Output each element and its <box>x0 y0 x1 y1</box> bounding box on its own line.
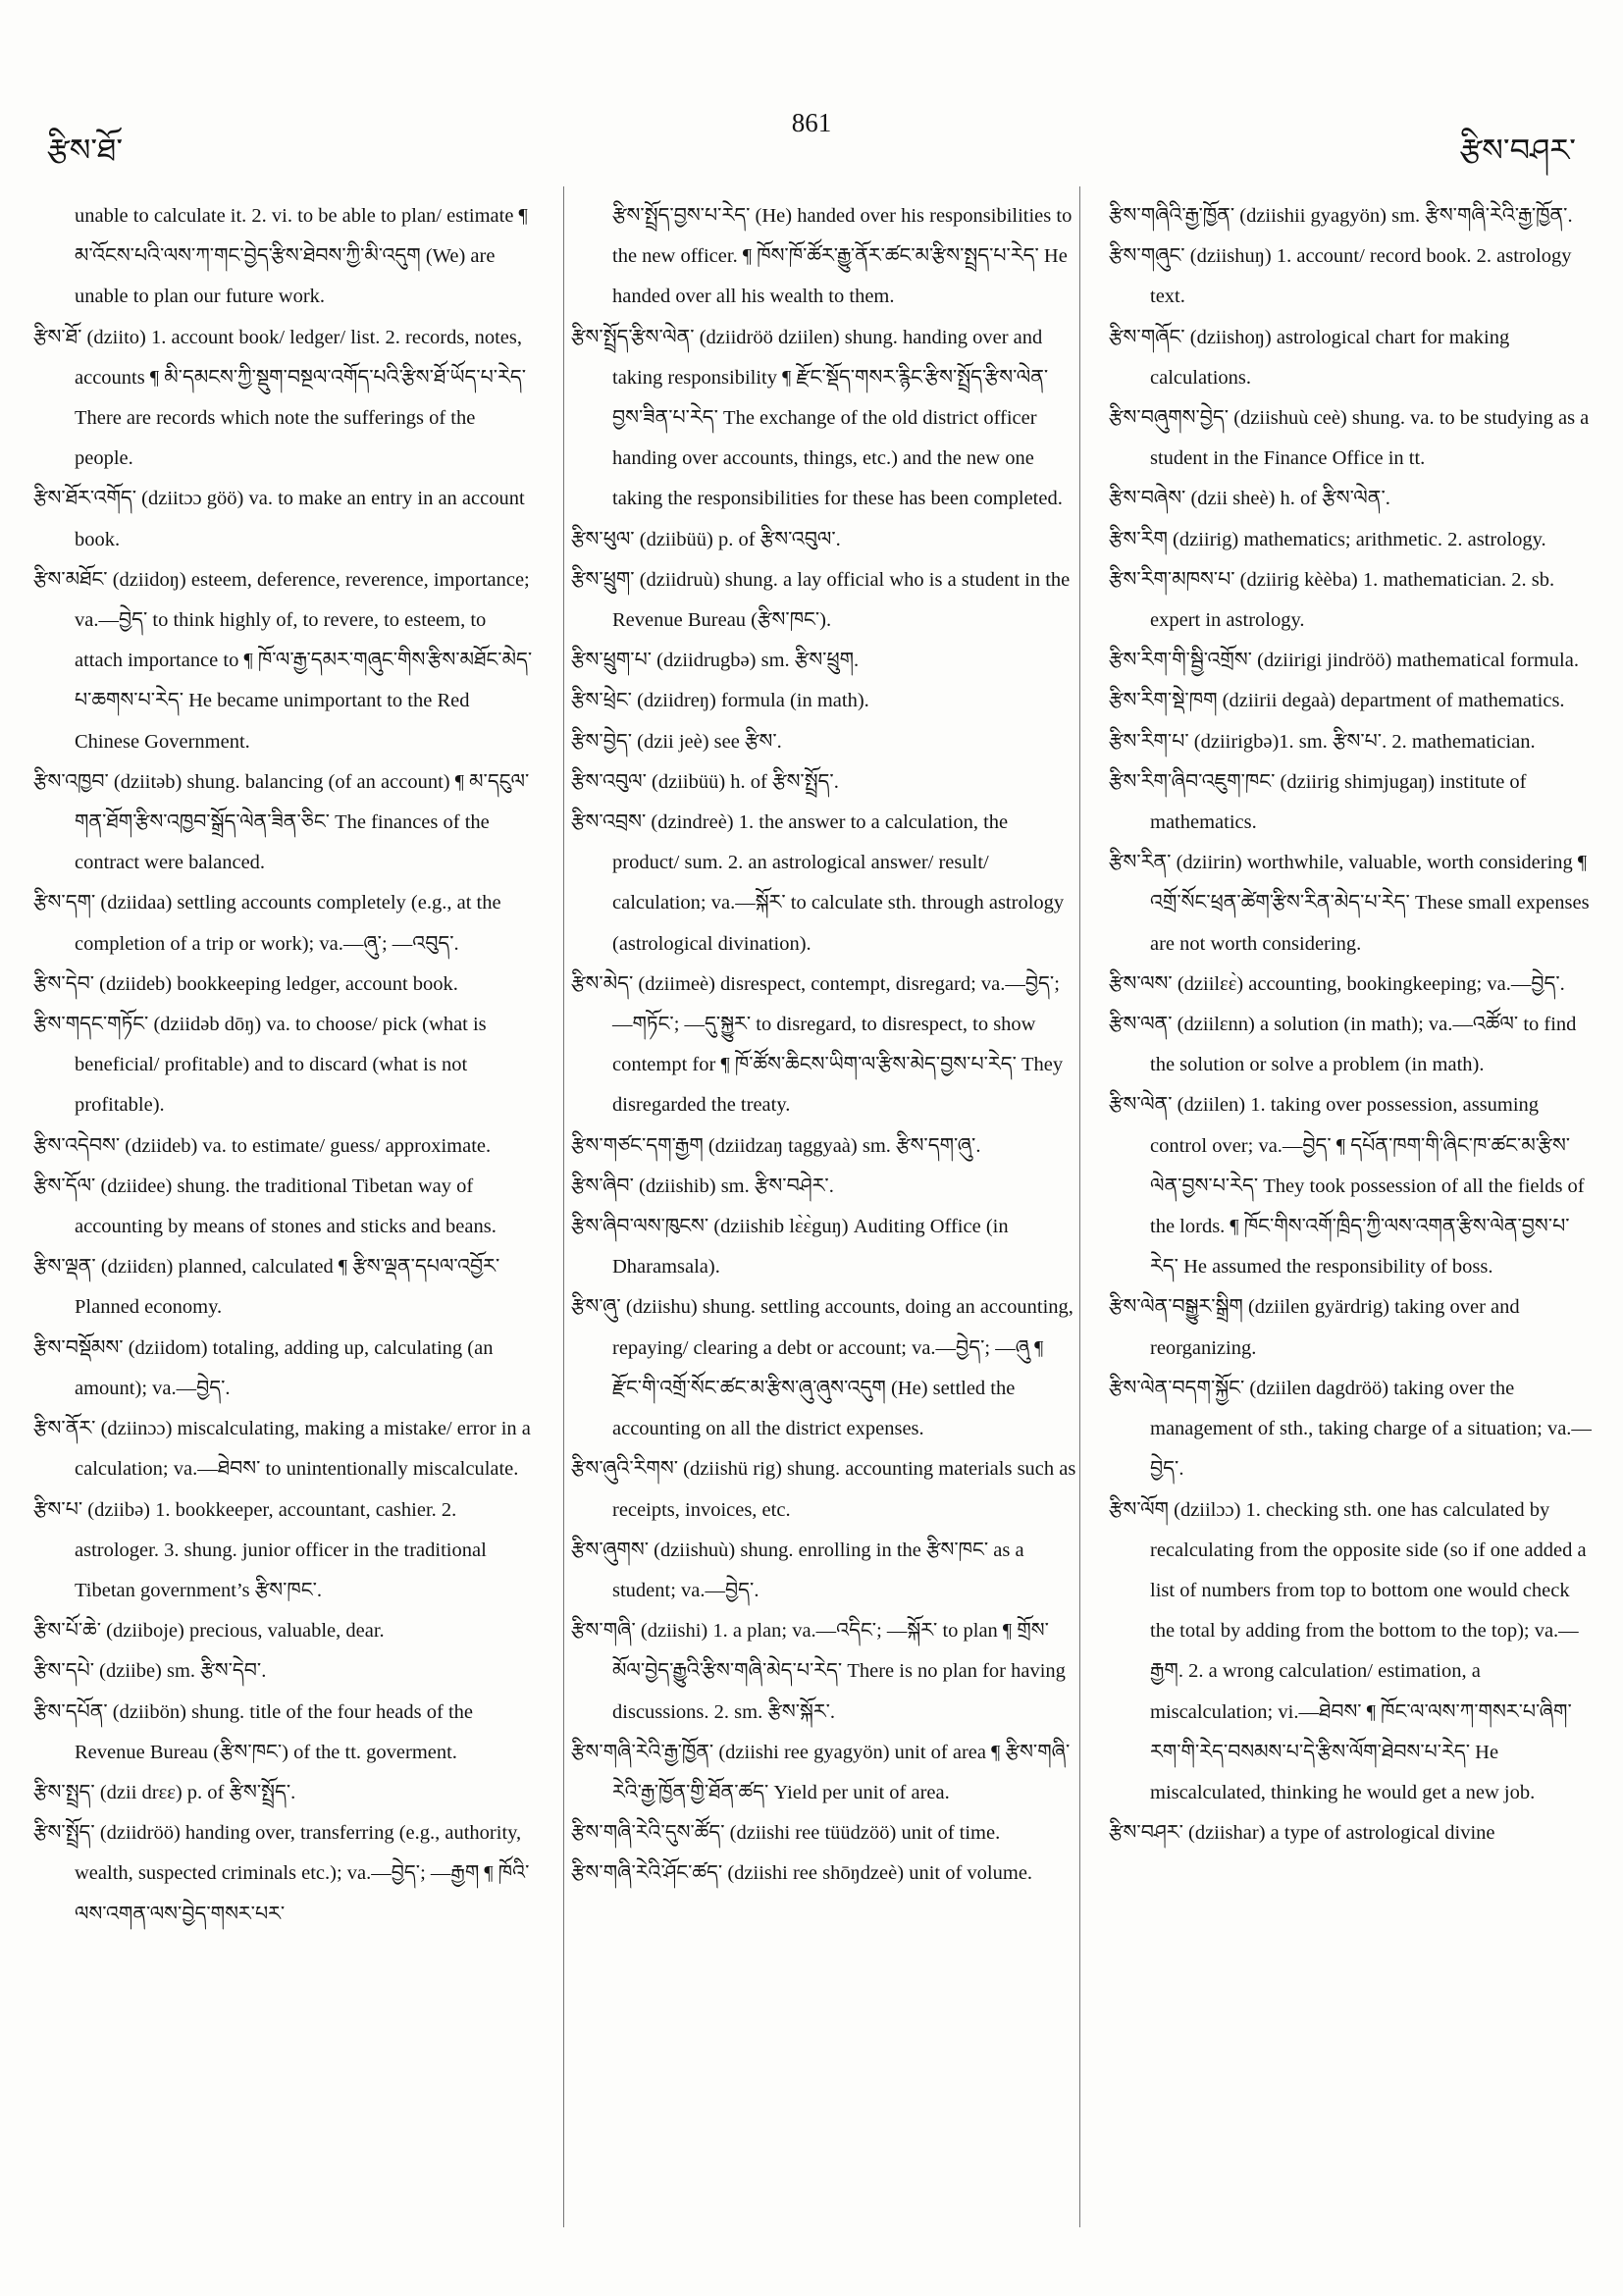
dictionary-entry: རྩིས་རིག་ཞིབ་འཇུག་ཁང་ (dziirig shimjugaŋ) institute of mathematics. <box>1109 770 1527 834</box>
dictionary-entry: རྩིས་རིག (dziirig) mathematics; arithmetic. 2. astrology. <box>1109 528 1546 550</box>
dictionary-entry: རྩིས་དཔེ་ (dziibe) sm. རྩིས་དེབ་. <box>33 1660 267 1683</box>
column-2 <box>571 196 1076 2237</box>
dictionary-entry: རྩིས་གཞི་རེའི་རྒྱ་ཁྱོན་ (dziishi ree gyagyön) unit of area ¶ རྩིས་གཞི་རེའི་རྒྱ་ཁྱོན་གྱི་ཐོན་ཚད་ Yield per unit of area. <box>571 1741 1071 1803</box>
dictionary-entry: རྩིས་ལན་ (dziilɛnn) a solution (in math); va.—འཚོལ་ to find the solution or solve a problem (in math). <box>1109 1014 1577 1076</box>
dictionary-entry: རྩིས་གཞིའི་རྒྱ་ཁྱོན་ (dziishii gyagyön) sm. རྩིས་གཞི་རེའི་རྒྱ་ཁྱོན་. <box>1109 205 1573 227</box>
dictionary-entry: རྩིས་གཞི་རེའི་དུས་ཚོད་ (dziishi ree tüüdzöö) unit of time. <box>571 1822 1001 1845</box>
dictionary-entry: རྩིས་གཞུང་ (dziishuŋ) 1. account/ record book. 2. astrology text. <box>1109 245 1572 308</box>
dictionary-entry: རྩིས་ལེན་བསྒྱུར་སྒྲིག (dziilen gyärdrig) taking over and reorganizing. <box>1109 1296 1520 1359</box>
dictionary-entry: རྩིས་ལས་ (dziilɛɛ̀) accounting, bookingkeeping; va.—བྱེད་. <box>1109 972 1565 995</box>
dictionary-entry: རྩིས་ཞིབ་ལས་ཁུངས་ (dziishib lɛ̀ɛ̀guŋ) Auditing Office (in Dharamsala). <box>571 1216 1009 1278</box>
dictionary-entry: རྩིས་མེད་ (dziimeè) disrespect, contempt, disregard; va.—བྱེད་; —གཏོང་; —དུ་སྐྱུར་ to disregard, to disrespect, to show contempt for ¶ ཁོ་ཚོས་ཆིངས་ཡིག་ལ་རྩིས་མེད་བྱས་པ་རེད་ They disregarded the treaty. <box>571 972 1064 1117</box>
dictionary-columns <box>33 196 1594 2237</box>
page-number: 861 <box>791 108 832 137</box>
dictionary-entry: རྩིས་སྤྲོད་བྱས་པ་རེད་ (He) handed over his responsibilities to the new officer. ¶ ཁོས་ཁོ་ཚོར་རྒྱུ་ནོར་ཚང་མ་རྩིས་སྤྲད་པ་རེད་ He handed over all his wealth to them. <box>612 205 1073 308</box>
dictionary-entry: རྩིས་མཐོང་ (dziidoŋ) esteem, deference, reverence, importance; va.—བྱེད་ to think highly of, to revere, to esteem, to attach importance to ¶ ཁོ་ལ་རྒྱ་དམར་གཞུང་གིས་རྩིས་མཐོང་མེད་པ་ཆགས་པ་རེད་ He became unimportant to the Red Chinese Government. <box>33 568 533 753</box>
dictionary-entry: རྩིས་གདང་གཏོང་ (dziidəb dōŋ) va. to choose/ pick (what is beneficial/ profitable) and to discard (what is not profitable). <box>33 1014 487 1117</box>
dictionary-entry: རྩིས་བྱེད་ (dzii jeè) see རྩིས་. <box>571 730 782 753</box>
dictionary-entry: རྩིས་ཐོར་འགོད་ (dziitɔɔ göö) va. to make an entry in an account book. <box>33 488 525 550</box>
dictionary-entry: རྩིས་ཕྲེང་ (dziidreŋ) formula (in math). <box>571 690 869 712</box>
dictionary-entry: རྩིས་ནོར་ (dziinɔɔ) miscalculating, making a mistake/ error in a calculation; va.—ཐེབས་ to unintentionally miscalculate. <box>33 1418 531 1481</box>
dictionary-entry: རྩིས་རིན་ (dziirin) worthwhile, valuable, worth considering ¶ འགྲོ་སོང་ཕྲན་ཚེག་རྩིས་རིན་མེད་པ་རེད་ These small expenses are not worth considering. <box>1109 852 1590 955</box>
dictionary-entry: རྩིས་ལྡན་ (dziidɛn) planned, calculated ¶ རྩིས་ལྡན་དཔལ་འབྱོར་ Planned economy. <box>33 1256 500 1319</box>
dictionary-entry: རྩིས་ཐོ་ (dziito) 1. account book/ ledger/ list. 2. records, notes, accounts ¶ མི་དམངས་ཀྱི་སྡུག་བསྔལ་འགོད་པའི་རྩིས་ཐོ་ཡོད་པ་རེད་ There are records which note the sufferings of the people. <box>33 326 527 470</box>
column-1 <box>33 196 539 2237</box>
dictionary-entry: རྩིས་རིག་མཁས་པ་ (dziirig kèèba) 1. mathematician. 2. sb. expert in astrology. <box>1109 568 1555 632</box>
dictionary-entry: རྩིས་དཔོན་ (dziibön) shung. title of the four heads of the Revenue Bureau (རྩིས་ཁང་) of the tt. goverment. <box>33 1700 474 1763</box>
dictionary-entry: རྩིས་སྤྲད་ (dzii drɛɛ) p. of རྩིས་སྤྲོད་. <box>33 1781 296 1803</box>
dictionary-entry: རྩིས་སྤྲོད་ (dziidröö) handing over, transferring (e.g., authority, wealth, suspected criminals etc.); va.—བྱེད་; —རྒྱག ¶ ཁོའི་ལས་འགན་ལས་བྱེད་གསར་པར་ <box>33 1822 530 1925</box>
dictionary-entry: རྩིས་ཕྲུག་ (dziidruù) shung. a lay official who is a student in the Revenue Bureau (རྩིས་ཁང་). <box>571 568 1071 632</box>
dictionary-entry: རྩིས་ཞུ་ (dziishu) shung. settling accounts, doing an accounting, repaying/ clearing a debt or account; va.—བྱེད་; —ཞུ ¶ རྫོང་གི་འགྲོ་སོང་ཚང་མ་རྩིས་ཞུ་ཞུས་འདུག (He) settled the accounting on all the district expenses. <box>571 1296 1073 1440</box>
dictionary-entry: རྩིས་གཞོང་ (dziishoŋ) astrological chart for making calculations. <box>1109 326 1510 389</box>
dictionary-entry: རྩིས་ལེན་ (dziilen) 1. taking over possession, assuming control over; va.—བྱེད་ ¶ དཔོན་ཁག་གི་ཞིང་ཁ་ཚང་མ་རྩིས་ལེན་བྱས་པ་རེད་ They took possession of all the fields of the lords. ¶ ཁོང་གིས་འགོ་ཁྲིད་ཀྱི་ལས་འགན་རྩིས་ལེན་བྱས་པ་རེད་ He assumed the responsibility of boss. <box>1109 1094 1585 1278</box>
dictionary-entry: རྩིས་བཞེས་ (dzii sheè) h. of རྩིས་ལེན་. <box>1109 488 1390 510</box>
dictionary-entry: unable to calculate it. 2. vi. to be able to plan/ estimate ¶ མ་འོངས་པའི་ལས་ཀ་གང་བྱེད་རྩིས་ཐེབས་ཀྱི་མི་འདུག (We) are unable to plan our future work. <box>75 205 528 308</box>
dictionary-entry: རྩིས་དོལ་ (dziidee) shung. the traditional Tibetan way of accounting by means of stones and sticks and beans. <box>33 1174 497 1238</box>
dictionary-entry: རྩིས་ལེན་བདག་སྐྱོང་ (dziilen dagdröö) taking over the management of sth., taking charge of a situation; va.—བྱེད་. <box>1109 1377 1592 1481</box>
dictionary-entry: རྩིས་པ་ (dziibə) 1. bookkeeper, accountant, cashier. 2. astrologer. 3. shung. junior officer in the traditional Tibetan government’s རྩིས་ཁང་. <box>33 1498 487 1601</box>
dictionary-entry: རྩིས་རིག་པ་ (dziirigbə)1. sm. རྩིས་པ་. 2. mathematician. <box>1109 730 1536 753</box>
dictionary-entry: རྩིས་ཞུའི་རིགས་ (dziishü rig) shung. accounting materials such as receipts, invoices, etc. <box>571 1458 1076 1521</box>
dictionary-entry: རྩིས་བསྡོམས་ (dziidom) totaling, adding up, calculating (an amount); va.—བྱེད་. <box>33 1336 494 1399</box>
dictionary-entry: རྩིས་གཙང་དག་རྒྱག (dziidzaŋ taggyaà) sm. རྩིས་དག་ཞུ་. <box>571 1134 981 1157</box>
dictionary-entry: རྩིས་གཞི་རེའི་ཤོང་ཚད་ (dziishi ree shōŋdzeè) unit of volume. <box>571 1862 1033 1885</box>
dictionary-entry: རྩིས་བཞུགས་བྱེད་ (dziishuù ceè) shung. va. to be studying as a student in the Finance Office in tt. <box>1109 407 1590 470</box>
dictionary-entry: རྩིས་པོ་ཆེ་ (dziiboje) precious, valuable, dear. <box>33 1620 385 1643</box>
dictionary-entry: རྩིས་གཞི་ (dziishi) 1. a plan; va.—འདིང་; —སྐོར་ to plan ¶ གྲོས་མོལ་བྱེད་རྒྱུའི་རྩིས་གཞི་མེད་པ་རེད་ There is no plan for having discussions. 2. sm. རྩིས་སྐོར་. <box>571 1620 1066 1723</box>
dictionary-entry: རྩིས་རིག་སྡེ་ཁག (dziirii degaà) department of mathematics. <box>1109 690 1565 712</box>
dictionary-entry: རྩིས་ཕྲུག་པ་ (dziidrugbə) sm. རྩིས་ཕྲུག. <box>571 650 860 672</box>
dictionary-entry: རྩིས་དག་ (dziidaa) settling accounts completely (e.g., at the completion of a trip or work); va.—ཞུ་; —འབུད་. <box>33 892 501 955</box>
dictionary-entry: རྩིས་དེབ་ (dziideb) bookkeeping ledger, account book. <box>33 972 458 995</box>
dictionary-entry: རྩིས་ཞུགས་ (dziishuù) shung. enrolling in the རྩིས་ཁང་ as a student; va.—བྱེད་. <box>571 1539 1024 1601</box>
dictionary-entry: རྩིས་འདེབས་ (dziideb) va. to estimate/ guess/ approximate. <box>33 1134 492 1157</box>
column-3 <box>1109 196 1594 2237</box>
dictionary-entry: རྩིས་འབྲས་ (dzindreè) 1. the answer to a calculation, the product/ sum. 2. an astrological answer/ result/ calculation; va.—སྐོར་ to calculate sth. through astrology (astrological divination). <box>571 811 1065 955</box>
dictionary-entry: རྩིས་སྤྲོད་རྩིས་ལེན་ (dziidröö dziilen) shung. handing over and taking responsibility ¶ རྫོང་སྡོད་གསར་རྙིང་རྩིས་སྤྲོད་རྩིས་ལེན་བྱས་ཟིན་པ་རེད་ The exchange of the old district officer handing over accounts, things, etc.) and the new one taking the responsibilities for these has been completed. <box>571 326 1063 510</box>
dictionary-entry: རྩིས་ཕུལ་ (dziibüü) p. of རྩིས་འབུལ་. <box>571 528 841 550</box>
running-head-left: རྩིས་ཐོ་ <box>47 131 124 169</box>
running-head-right: རྩིས་བཤར་ <box>1459 131 1576 169</box>
dictionary-entry: རྩིས་བཤར་ (dziishar) a type of astrological divine <box>1109 1822 1495 1845</box>
dictionary-entry: རྩིས་རིག་གི་སྦྱི་འགྲོས་ (dziirigi jindröö) mathematical formula. <box>1109 650 1579 672</box>
dictionary-entry: རྩིས་འཁྱབ་ (dziitəb) shung. balancing (of an account) ¶ མ་དངུལ་གན་ཐོག་རྩིས་འཁྱབ་སྒྲོད་ལེན་ཟིན་ཅིང་ The finances of the contract were balanced. <box>33 770 530 874</box>
dictionary-entry: རྩིས་འབུལ་ (dziibüü) h. of རྩིས་སྤྲོད་. <box>571 770 839 793</box>
dictionary-entry: རྩིས་ལོག (dziilɔɔ) 1. checking sth. one has calculated by recalculating from the opposite side (so if one added a list of numbers from top to bottom one would check the total by adding from the bottom to the top); va.—རྒྱག. 2. a wrong calculation/ estimation, a miscalculation; vi.—ཐེབས་ ¶ ཁོང་ལ་ལས་ཀ་གསར་པ་ཞིག་རག་གི་རེད་བསམས་པ་དེ་རྩིས་ལོག་ཐེབས་པ་རེད་ He miscalculated, thinking he would get a new job. <box>1109 1498 1587 1803</box>
dictionary-entry: རྩིས་ཞིབ་ (dziishib) sm. རྩིས་བཤེར་. <box>571 1174 834 1197</box>
